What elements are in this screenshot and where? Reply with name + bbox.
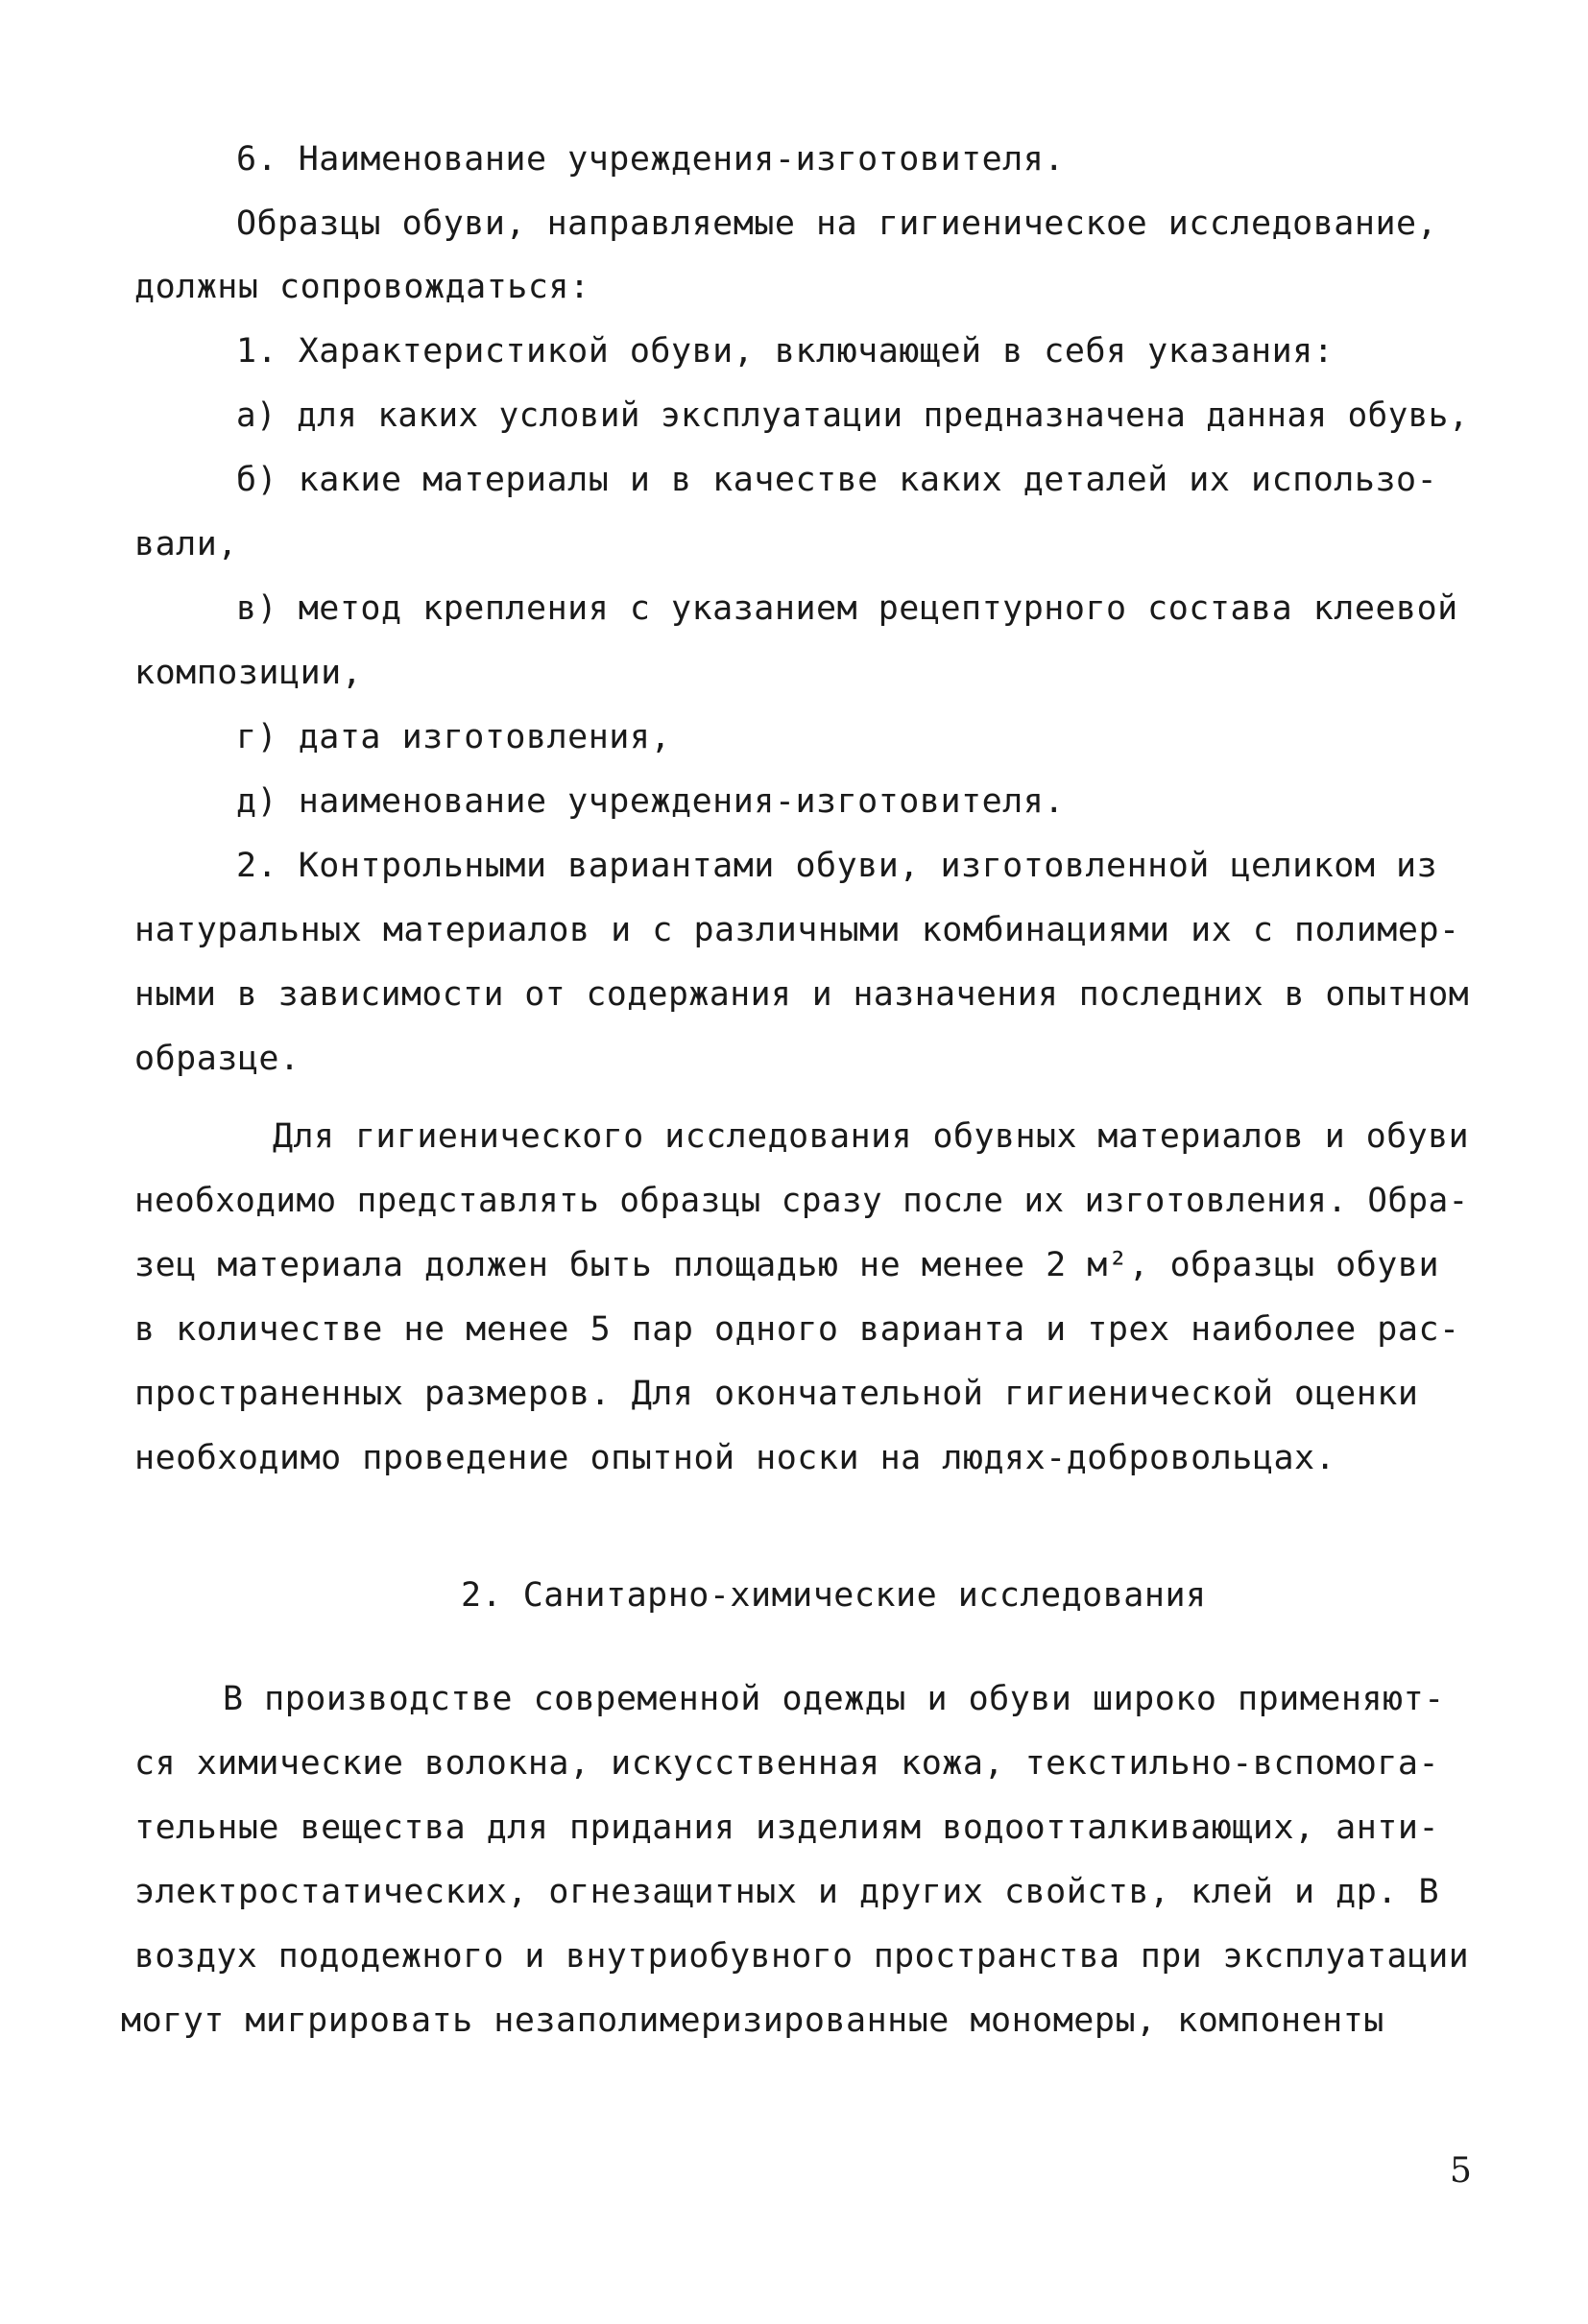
text-line: композиции, — [134, 654, 363, 692]
text-line: 1. Характеристикой обуви, включающей в себя указания: — [236, 332, 1335, 371]
text-line: образце. — [134, 1040, 301, 1078]
text-line: электростатических, огнезащитных и других свойств, клей и др. В — [134, 1873, 1440, 1911]
text-line: г) дата изготовления, — [236, 718, 672, 756]
text-line: в) метод крепления с указанием рецептурного состава клеевой — [236, 589, 1458, 628]
text-line: 2. Контрольными вариантами обуви, изготовленной целиком из — [236, 847, 1438, 885]
section-heading: 2. Санитарно-химические исследования — [461, 1576, 1207, 1615]
text-line: воздух пододежного и внутриобувного пространства при эксплуатации — [134, 1937, 1470, 1976]
text-line: зец материала должен быть площадью не менее 2 м², образцы обуви — [134, 1246, 1440, 1284]
page-number: 5 — [1450, 2151, 1472, 2191]
text-line: тельные вещества для придания изделиям водоотталкивающих, анти- — [134, 1809, 1440, 1847]
text-line: натуральных материалов и с различными комбинациями их с полимер- — [134, 911, 1460, 949]
text-line: могут мигрировать незаполимеризированные мономеры, компоненты — [121, 2001, 1384, 2040]
text-line: вали, — [134, 525, 238, 563]
text-line: Для гигиенического исследования обувных материалов и обуви — [273, 1117, 1470, 1156]
text-line: д) наименование учреждения-изготовителя. — [236, 782, 1065, 821]
text-line: в количестве не менее 5 пар одного варианта и трех наиболее рас- — [134, 1310, 1460, 1349]
text-line: пространенных размеров. Для окончательной гигиенической оценки — [134, 1375, 1419, 1413]
text-line: В производстве современной одежды и обуви широко применяют- — [223, 1680, 1445, 1718]
text-line: необходимо представлять образцы сразу после их изготовления. Обра- — [134, 1182, 1469, 1220]
text-line: ными в зависимости от содержания и назначения последних в опытном — [134, 975, 1470, 1014]
text-line: Образцы обуви, направляемые на гигиеническое исследование, — [236, 204, 1438, 243]
text-line: необходимо проведение опытной носки на людях-добровольцах. — [134, 1439, 1336, 1477]
text-line: б) какие материалы и в качестве каких деталей их использо- — [236, 461, 1438, 499]
text-line: а) для каких условий эксплуатации предназначена данная обувь, — [236, 396, 1469, 435]
text-line: 6. Наименование учреждения-изготовителя. — [236, 140, 1065, 179]
text-line: должны сопровождаться: — [134, 268, 590, 306]
text-line: ся химические волокна, искусственная кожа, текстильно-вспомога- — [134, 1744, 1440, 1783]
